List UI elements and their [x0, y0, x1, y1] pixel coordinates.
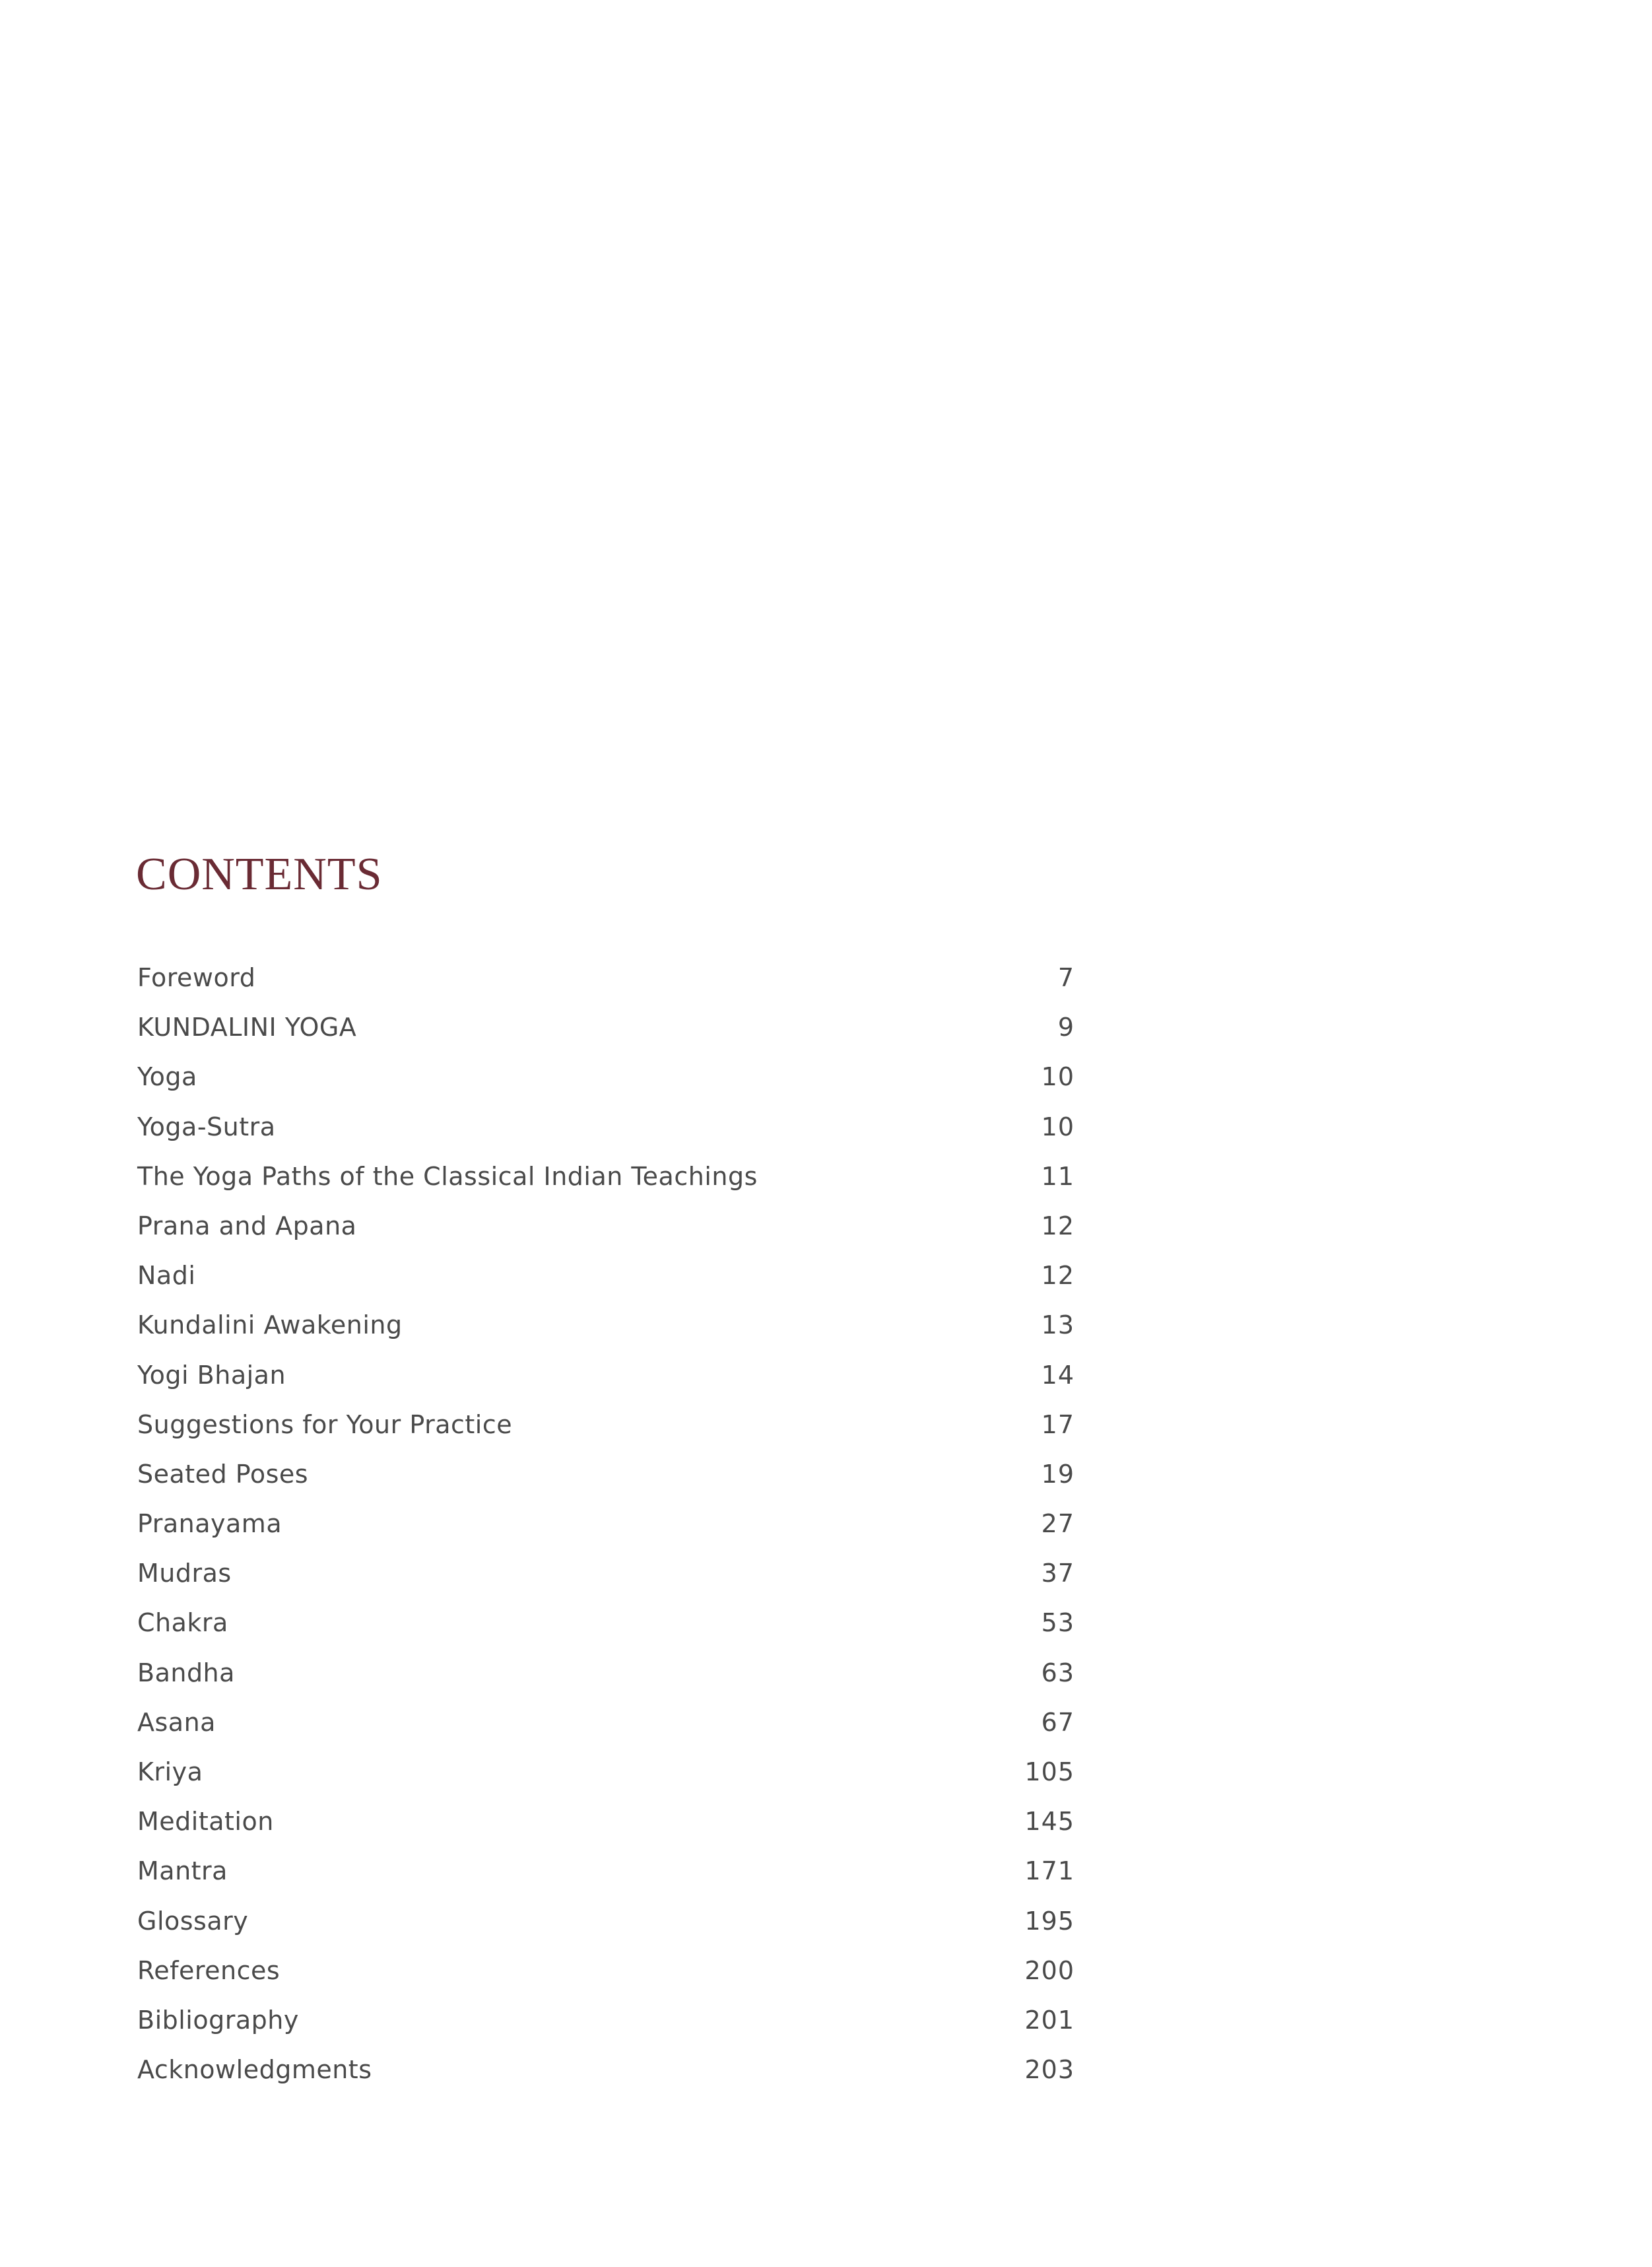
toc-entry-title: Glossary	[137, 1906, 249, 1936]
toc-entry-title: Nadi	[137, 1261, 196, 1291]
toc-entry-page-number: 67	[1041, 1707, 1074, 1737]
toc-entry	[137, 1598, 1074, 1648]
toc-entry-title: Asana	[137, 1707, 216, 1737]
toc-entry-title: Foreword	[137, 963, 256, 992]
toc-entry	[137, 1152, 1074, 1201]
toc-entry-title: Yoga	[137, 1062, 197, 1092]
toc-entry-title: Bibliography	[137, 2005, 299, 2035]
toc-entry-title: Suggestions for Your Practice	[137, 1409, 513, 1439]
toc-entry	[137, 2045, 1074, 2095]
toc-entry-page-number: 37	[1041, 1559, 1074, 1588]
toc-entry	[137, 1052, 1074, 1102]
toc-entry-title: Kundalini Awakening	[137, 1310, 403, 1340]
toc-entry-page-number: 53	[1041, 1608, 1074, 1638]
toc-entry-page-number: 200	[1024, 1955, 1074, 1985]
toc-entry	[137, 953, 1074, 1003]
toc-entry	[137, 1897, 1074, 1946]
toc-entry	[137, 1102, 1074, 1152]
toc-entry	[137, 1499, 1074, 1549]
toc-entry-page-number: 7	[1057, 963, 1074, 992]
toc-entry-page-number: 105	[1024, 1757, 1074, 1786]
toc-entry	[137, 1996, 1074, 2045]
toc-entry-page-number: 171	[1024, 1856, 1074, 1886]
toc-entry-title: Yoga-Sutra	[137, 1112, 276, 1141]
toc-entry	[137, 1549, 1074, 1598]
toc-entry-page-number: 201	[1024, 2005, 1074, 2035]
toc-entry-page-number: 10	[1041, 1062, 1074, 1092]
toc-entry-title: Mudras	[137, 1559, 232, 1588]
toc-entry-page-number: 17	[1041, 1409, 1074, 1439]
toc-entry-page-number: 13	[1041, 1310, 1074, 1340]
toc-entry-title: References	[137, 1955, 281, 1985]
toc-entry-title: Chakra	[137, 1608, 228, 1638]
toc-entry	[137, 1846, 1074, 1896]
contents-heading: CONTENTS	[136, 849, 383, 900]
toc-entry	[137, 1450, 1074, 1499]
toc-entry-page-number: 19	[1041, 1459, 1074, 1489]
toc-entry	[137, 1698, 1074, 1747]
toc-entry	[137, 1400, 1074, 1450]
toc-entry-title: Yogi Bhajan	[137, 1360, 286, 1390]
toc-entry-title: Meditation	[137, 1807, 274, 1837]
table-of-contents	[137, 953, 1074, 2095]
toc-entry	[137, 1201, 1074, 1251]
toc-entry	[137, 1351, 1074, 1400]
toc-entry	[137, 1251, 1074, 1301]
toc-entry-page-number: 27	[1041, 1509, 1074, 1539]
toc-entry-title: Seated Poses	[137, 1459, 309, 1489]
toc-entry	[137, 1797, 1074, 1846]
toc-entry-page-number: 14	[1041, 1360, 1074, 1390]
toc-entry-page-number: 12	[1041, 1211, 1074, 1240]
toc-entry	[137, 1946, 1074, 1996]
toc-entry-page-number: 9	[1057, 1013, 1074, 1042]
toc-entry-page-number: 195	[1024, 1906, 1074, 1936]
toc-entry	[137, 1003, 1074, 1052]
toc-entry-title: Prana and Apana	[137, 1211, 357, 1240]
toc-entry	[137, 1301, 1074, 1350]
toc-entry-page-number: 11	[1041, 1161, 1074, 1191]
toc-entry-title: Bandha	[137, 1658, 235, 1687]
toc-entry-page-number: 145	[1024, 1807, 1074, 1837]
toc-entry-title: Pranayama	[137, 1509, 282, 1539]
toc-entry-title: Acknowledgments	[137, 2055, 372, 2085]
toc-entry-title: The Yoga Paths of the Classical Indian Teachings	[137, 1161, 758, 1191]
toc-entry	[137, 1648, 1074, 1698]
toc-entry-page-number: 10	[1041, 1112, 1074, 1141]
toc-entry-title: Mantra	[137, 1856, 228, 1886]
toc-entry	[137, 1747, 1074, 1797]
toc-entry-page-number: 63	[1041, 1658, 1074, 1687]
toc-entry-page-number: 12	[1041, 1261, 1074, 1291]
toc-entry-title: KUNDALINI YOGA	[137, 1013, 357, 1042]
toc-entry-title: Kriya	[137, 1757, 203, 1786]
toc-entry-page-number: 203	[1024, 2055, 1074, 2085]
